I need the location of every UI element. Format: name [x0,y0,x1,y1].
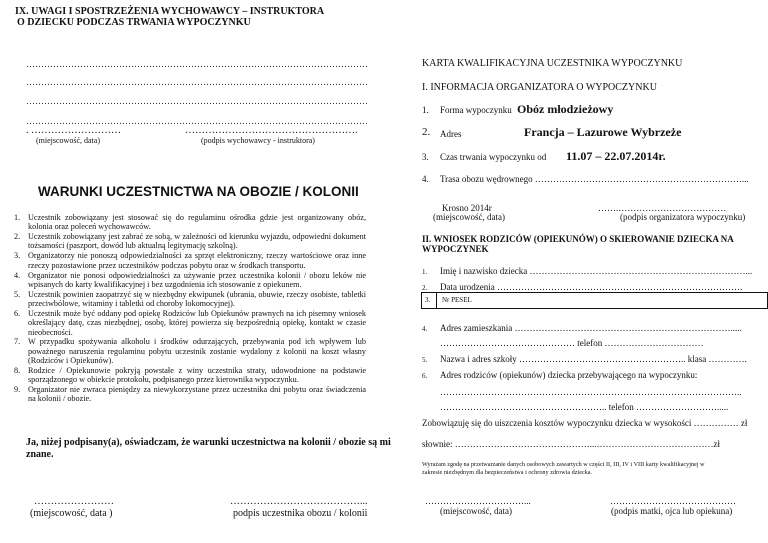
condition-item [14,385,366,404]
pesel-label: Nr PESEL [442,296,472,304]
condition-text: Uczestnik powinien zaopatrzyć się w niezbędny ekwipunek (ubrania, obuwie, rzeczy osobiste, tabletki przeciwbólowe, witaminy i tabletki od choroby lokomocyjnej). [28,289,366,309]
participant-signature-label: podpis uczestnika obozu / kolonii [233,508,368,519]
org-signature-field[interactable]: …….……………………………… [598,203,727,213]
p4-number: 4. [422,325,428,333]
birth-date-field[interactable]: Data urodzenia ………………………………………………………………………. [440,282,743,292]
consent-line2: zakresie niezbędnym dla bezpieczeństwa i ochrony zdrowia dziecka. [422,469,593,476]
condition-number: 8. [14,365,21,375]
home-phone-field[interactable]: ……………………………………… telefon …………………………… [440,338,704,348]
item3-value[interactable]: 11.07 – 22.07.2014r. [566,149,666,163]
item3-number: 3. [422,152,429,162]
parent-place-date-field[interactable]: ……………………………... [425,496,531,506]
remarks-line-3[interactable]: …………………………………………………………………………………………………… [26,96,368,106]
parent-signature-field[interactable]: …………………………………… [610,496,736,506]
item1-label: Forma wypoczynku [440,105,512,115]
consent-line1: Wyrażam zgodę na przetwarzanie danych osobowych zawartych w części II, III, IV i VIII karty kwalifikacyjnej w [422,461,705,468]
condition-number: 6. [14,308,21,318]
condition-text: Rodzice / Opiekunowie pokryją powstałe z winy uczestnika straty, udowodnione na podstawie sporządzonego w obiekcie protokołu, podpisanego przez kierownika wypoczynku. [28,365,366,385]
item1-number: 1. [422,105,429,115]
p3-number: 3. [425,296,431,304]
place-date-field[interactable]: . ……………………… [26,125,121,136]
condition-item [14,271,366,290]
pesel-divider [436,293,437,308]
condition-item [14,290,366,309]
org-signature-label: (podpis organizatora wypoczynku) [620,212,746,222]
p5-number: 5. [422,356,428,364]
parents-section-title-line2: WYPOCZYNEK [422,244,489,254]
parent-place-date-label: (miejscowość, data) [440,506,512,516]
condition-number: 1. [14,213,21,222]
home-address-field[interactable]: Adres zamieszkania ………………………………………………………………..... [440,323,742,333]
item4-number: 4. [422,174,429,184]
condition-number: 4. [14,270,21,280]
condition-item [14,251,366,270]
p1-number: 1. [422,268,428,276]
parents-section-title-line1: II. WNIOSEK RODZICÓW (OPIEKUNÓW) O SKIEROWANIE DZIECKA NA [422,234,734,244]
p2-number: 2. [422,284,428,292]
remarks-line-4[interactable]: …………………………………………………………………………………………………… [26,116,368,126]
condition-text: W przypadku spożywania alkoholu i środków odurzających, przebywania pod ich wpływem lub poważnego naruszenia regulaminu pobytu uczestnik zostanie wydalony z kolonii na koszt własny (Rodziców i Opiekunów). [28,337,366,366]
organizer-section-title: I. INFORMACJA ORGANIZATORA O WYPOCZYNKU [422,82,657,93]
pesel-box[interactable] [421,292,768,309]
item3-label: Czas trwania wypoczynku od [440,152,547,162]
declaration-line1: Ja, niżej podpisany(a), oświadczam, że warunki uczestnictwa na kolonii / obozie są mi [26,437,391,448]
condition-text: Uczestnik zobowiązany jest stosować się do regulaminu ośrodka gdzie jest organizowany obóz, kolonia oraz poleceń wychowawców. [28,213,366,232]
cost-field[interactable]: Zobowiązuję się do uiszczenia kosztów wypoczynku dziecka w wysokości …………… zł [422,418,748,428]
condition-text: Organizatorzy nie ponoszą odpowiedzialności za sprzęt elektroniczny, rzeczy wartościowe oraz inne rzeczy pozostawione przez uczestników podczas pobytu oraz w środkach transportu. [28,251,366,270]
conditions-title: WARUNKI UCZESTNICTWA NA OBOZIE / KOLONII [38,184,359,199]
item2-label: Adres [440,129,462,139]
condition-text: Uczestnik zobowiązany jest zabrać ze sobą, w zależności od kierunku wyjazdu, odpowiedni dokument tożsamości (paszport, dowód lub aktualną legitymację szkolną). [28,232,366,251]
item4-route-field[interactable]: Trasa obozu wędrownego ……………………………………………………………... [440,174,749,184]
remarks-line-2[interactable]: …………………………………………………………………………………………………… [26,77,368,87]
parents-address-field[interactable]: ……………………………………………………………………………………….. [440,387,742,397]
p6-number: 6. [422,372,428,380]
participant-place-date-field[interactable]: …………………… [34,496,114,507]
condition-item [14,366,366,385]
org-place-date-label: (miejscowość, data) [433,212,505,222]
condition-number: 2. [14,232,21,242]
condition-item [14,309,366,337]
condition-number: 9. [14,385,21,395]
section-title-line2: O DZIECKU PODCZAS TRWANIA WYPOCZYNKU [17,17,251,28]
condition-text: Organizator nie zwraca pieniędzy za niewykorzystane przez uczestnika dni pobytu oraz świadczenia na kolonii / obozie. [28,385,366,404]
parents-phone-field[interactable]: ……………………………………………….. telefon ………………………..... [440,402,729,412]
condition-text: Uczestnik może być oddany pod opiekę Rodziców lub Opiekunów prawnych na ich pisemny wniosek określający datę, czas niezbędnej, osobę, której powierza się bezpośrednią opiekę, kontakt w czasie nieobecności. [28,308,366,337]
school-field[interactable]: Nazwa i adres szkoły ……………………………………………….. klasa …………. [440,354,747,364]
item1-value[interactable]: Obóz młodzieżowy [517,102,614,116]
participant-signature-field[interactable]: …………………………………... [230,496,368,507]
org-place-date-value[interactable]: Krosno 2014r [442,203,492,213]
condition-text: Organizator nie ponosi odpowiedzialności za używanie przez uczestnika kolonii / obozu leków nie wpisanych do karty kwalifikacyjnej i bez uzgodnienia ich stosowanie z opiekunem. [28,270,366,289]
instructor-signature-label: (podpis wychowawcy - instruktora) [201,136,315,145]
instructor-signature-field[interactable]: ……………………………………………. [185,125,358,136]
remarks-line-1[interactable]: …………………………………………………………………………………………………… [26,59,368,69]
condition-item [14,232,366,251]
condition-number: 5. [14,289,21,299]
parents-address-label: Adres rodziców (opiekunów) dziecka przebywającego na wypoczynku: [440,370,698,380]
place-date-label: (miejscowość, data) [36,136,100,145]
conditions-list [14,213,366,404]
item2-number: 2. [422,126,431,138]
cost-in-words-field[interactable]: słownie: ………………………………………...…………………………………zł [422,439,720,449]
condition-item [14,213,366,232]
item2-value[interactable]: Francja – Lazurowe Wybrzeże [524,125,682,139]
card-title: KARTA KWALIFIKACYJNA UCZESTNIKA WYPOCZYNKU [422,58,683,69]
condition-number: 7. [14,337,21,347]
child-name-field[interactable]: Imię i nazwisko dziecka ………………………………………………………………... [440,266,753,276]
condition-item [14,337,366,365]
declaration-line2: znane. [26,449,54,460]
section-title-line1: IX. UWAGI I SPOSTRZEŻENIA WYCHOWAWCY – INSTRUKTORA [15,6,325,17]
participant-place-date-label: (miejscowość, data ) [30,508,113,519]
condition-number: 3. [14,251,21,261]
parent-signature-label: (podpis matki, ojca lub opiekuna) [611,506,733,516]
